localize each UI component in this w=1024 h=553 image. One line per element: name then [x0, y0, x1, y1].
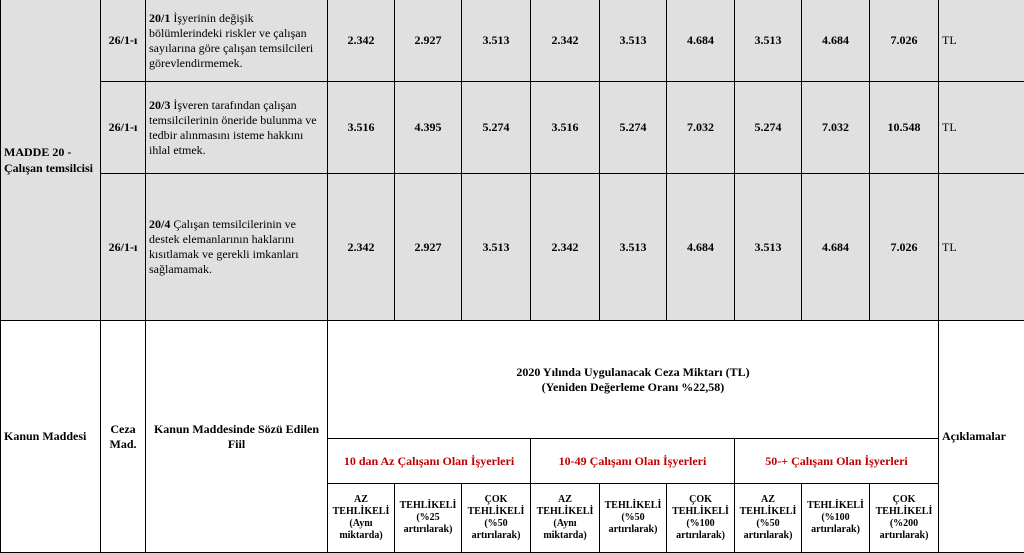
header-row-title — [1, 321, 1024, 439]
sub-header-title: TEHLİKELİ — [604, 500, 662, 511]
sub-header-note: (Aynı miktarda) — [339, 518, 383, 541]
value-cell: 7.032 — [802, 82, 870, 174]
value-cell: 5.274 — [735, 82, 802, 174]
header-title-line1: 2020 Yılında Uygulanacak Ceza Miktarı (TL) — [516, 364, 750, 379]
value-cell: 3.513 — [735, 174, 802, 321]
value-cell: 5.274 — [600, 82, 667, 174]
sub-header — [667, 484, 735, 553]
ceza-mad-cell: 26/1-ı — [101, 0, 146, 82]
value-cell: 5.274 — [462, 82, 531, 174]
sub-header-note: (%50 artırılarak) — [471, 518, 521, 541]
table-row — [1, 82, 1024, 174]
group-header-large: 50-+ Çalışanı Olan İşyerleri — [735, 439, 939, 484]
sub-header-title: AZ TEHLİKELİ — [536, 494, 594, 517]
sub-header-title: AZ TEHLİKELİ — [739, 494, 797, 517]
fiil-cell — [146, 0, 328, 82]
unit-cell: TL — [939, 82, 1024, 174]
value-cell: 2.927 — [395, 0, 462, 82]
sub-header-note: (%50 artırılarak) — [608, 512, 658, 535]
sub-header — [735, 484, 802, 553]
header-title — [328, 321, 939, 439]
value-cell: 2.342 — [328, 174, 395, 321]
sub-header-title: ÇOK TEHLİKELİ — [467, 494, 525, 517]
value-cell: 3.513 — [600, 174, 667, 321]
fiil-text: Çalışan temsilcilerinin ve destek elemanlarının haklarını kısıtlamak ve gerekli imkanları sağlamamak. — [149, 217, 299, 276]
header-fiil: Kanun Maddesinde Sözü Edilen Fiil — [146, 321, 328, 553]
value-cell: 3.513 — [462, 174, 531, 321]
value-cell: 3.516 — [531, 82, 600, 174]
fiil-text: İşyerinin değişik bölümlerindeki riskler ve çalışan sayılarına göre çalışan temsilcileri görevlendirmemek. — [149, 10, 314, 70]
value-cell: 3.513 — [462, 0, 531, 82]
sub-header-title: TEHLİKELİ — [399, 500, 457, 511]
table-row — [1, 0, 1024, 82]
sub-header-note: (Aynı miktarda) — [543, 518, 587, 541]
sub-header — [870, 484, 939, 553]
fiil-cell — [146, 174, 328, 321]
value-cell: 7.026 — [870, 174, 939, 321]
ceza-mad-cell: 26/1-ı — [101, 174, 146, 321]
header-aciklamalar: Açıklamalar — [939, 321, 1024, 553]
header-kanun-maddesi: Kanun Maddesi — [1, 321, 101, 553]
fiil-text: İşveren tarafından çalışan temsilcilerinin öneride bulunma ve tedbir alınmasını isteme hakkını ihlal etmek. — [149, 97, 317, 157]
fiil-lead: 20/1 — [149, 10, 171, 25]
ceza-mad-cell: 26/1-ı — [101, 82, 146, 174]
value-cell: 7.032 — [667, 82, 735, 174]
value-cell: 4.395 — [395, 82, 462, 174]
unit-cell: TL — [939, 174, 1024, 321]
unit-cell: TL — [939, 0, 1024, 82]
sub-header-note: (%50 artırılarak) — [743, 518, 793, 541]
group-header-medium: 10-49 Çalışanı Olan İşyerleri — [531, 439, 735, 484]
value-cell: 2.342 — [531, 0, 600, 82]
sub-header-title: ÇOK TEHLİKELİ — [672, 494, 729, 517]
fiil-lead: 20/3 — [149, 97, 171, 112]
sub-header — [531, 484, 600, 553]
value-cell: 4.684 — [667, 174, 735, 321]
sub-header — [802, 484, 870, 553]
value-cell: 4.684 — [802, 0, 870, 82]
value-cell: 10.548 — [870, 82, 939, 174]
value-cell: 4.684 — [802, 174, 870, 321]
sub-header — [600, 484, 667, 553]
value-cell: 2.342 — [531, 174, 600, 321]
header-title-line2: (Yeniden Değerleme Oranı %22,58) — [541, 379, 725, 394]
value-cell: 4.684 — [667, 0, 735, 82]
value-cell: 3.513 — [735, 0, 802, 82]
sub-header-note: (%200 artırılarak) — [879, 518, 929, 541]
madde-cell: MADDE 20 - Çalışan temsilcisi — [1, 0, 101, 321]
value-cell: 3.513 — [600, 0, 667, 82]
sub-header-note: (%100 artırılarak) — [676, 518, 725, 541]
header-ceza-mad: Ceza Mad. — [101, 321, 146, 553]
sub-header — [328, 484, 395, 553]
value-cell: 2.342 — [328, 0, 395, 82]
sub-header — [462, 484, 531, 553]
value-cell: 2.927 — [395, 174, 462, 321]
sub-header-note: (%100 artırılarak) — [811, 512, 860, 535]
table-row — [1, 174, 1024, 321]
value-cell: 7.026 — [870, 0, 939, 82]
group-header-small: 10 dan Az Çalışanı Olan İşyerleri — [328, 439, 531, 484]
sub-header-title: ÇOK TEHLİKELİ — [875, 494, 933, 517]
sub-header-title: AZ TEHLİKELİ — [332, 494, 390, 517]
sub-header-title: TEHLİKELİ — [807, 500, 864, 511]
fiil-cell — [146, 82, 328, 174]
sub-header-note: (%25 artırılarak) — [403, 512, 453, 535]
sub-header — [395, 484, 462, 553]
value-cell: 3.516 — [328, 82, 395, 174]
fiil-lead: 20/4 — [149, 217, 171, 231]
